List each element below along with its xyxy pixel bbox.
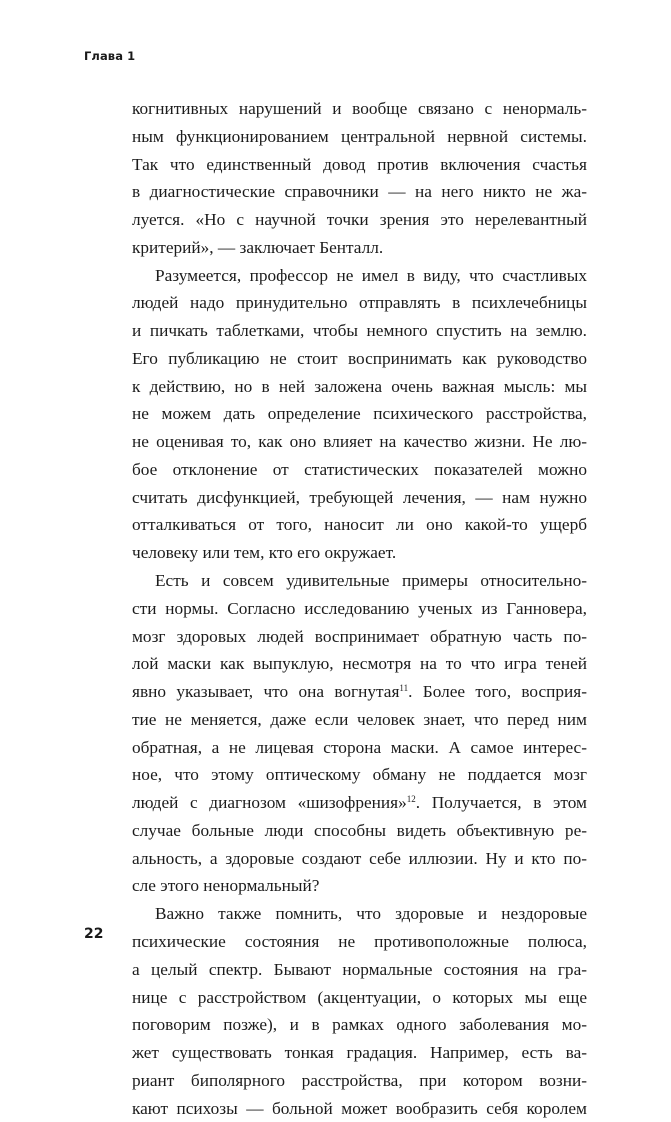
text-line: жет существовать тонкая градация. Например, есть ва- — [132, 1043, 587, 1063]
text-line: лой маски как выпуклую, несмотря на то что игра теней — [132, 654, 587, 674]
line-text: явно указывает, что она вогнутая — [132, 682, 400, 702]
text-line: ным функционированием центральной нервной системы. — [132, 126, 587, 146]
text-line: не оценивая то, как оно влияет на качество жизни. Не лю- — [132, 432, 587, 452]
text-line: Его публикацию не стоит воспринимать как руководство — [132, 348, 587, 368]
page-number: 22 — [84, 926, 104, 942]
text-line: кают психозы — больной может вообразить себя королем — [132, 1098, 587, 1118]
text-line: и пичкать таблетками, чтобы немного спустить на землю. — [132, 321, 587, 341]
text-line: мозг здоровых людей воспринимает обратную часть по- — [132, 626, 587, 646]
text-line: Важно также помнить, что здоровые и нездоровые — [155, 904, 587, 924]
text-line: критерий», — заключает Бенталл. — [132, 237, 384, 257]
text-line: психические состояния не противоположные полюса, — [132, 931, 587, 951]
text-line: случае больные люди способны видеть объективную ре- — [132, 820, 587, 840]
text-line: луется. «Но с научной точки зрения это нерелевантный — [132, 210, 587, 230]
text-line: тие не меняется, даже если человек знает, что перед ним — [132, 709, 587, 729]
text-line: людей надо принудительно отправлять в психлечебницы — [132, 293, 587, 313]
text-line: сле этого ненормальный? — [132, 876, 320, 896]
text-line: считать дисфункцией, требующей лечения, — нам нужно — [132, 487, 587, 507]
text-line: Разумеется, профессор не имел в виду, что счастливых — [155, 265, 587, 285]
text-line: нице с расстройством (акцентуации, о которых мы еще — [132, 987, 587, 1007]
line-text: . Получается, в этом — [415, 793, 587, 813]
text-line: альность, а здоровые создают себе иллюзии. Ну и кто по- — [132, 848, 587, 868]
text-line-with-footnote — [132, 789, 587, 817]
text-line-with-footnote — [132, 678, 587, 706]
text-line: сти нормы. Согласно исследованию ученых из Ганновера, — [132, 598, 587, 618]
text-line: ное, что этому оптическому обману не поддается мозг — [132, 765, 587, 785]
body-text — [132, 95, 587, 1122]
text-line: риант биполярного расстройства, при котором возни- — [132, 1070, 587, 1090]
text-line: поговорим позже), и в рамках одного заболевания мо- — [132, 1015, 587, 1035]
text-line: Так что единственный довод против включения счастья — [132, 154, 587, 174]
line-text: людей с диагнозом «шизофрения» — [132, 793, 407, 813]
text-line: бое отклонение от статистических показателей можно — [132, 459, 587, 479]
footnote-ref-12: 12 — [406, 794, 416, 805]
chapter-header: Глава 1 — [84, 49, 136, 63]
text-line: к действию, но в ней заложена очень важная мысль: мы — [132, 376, 587, 396]
text-line: отталкиваться от того, наносит ли оно какой-то ущерб — [132, 515, 587, 535]
text-line: а целый спектр. Бывают нормальные состояния на гра- — [132, 959, 587, 979]
text-line: в диагностические справочники — на него никто не жа- — [132, 182, 587, 202]
text-line: человеку или тем, кто его окружает. — [132, 543, 397, 563]
line-text: . Более того, восприя- — [408, 682, 587, 702]
text-line: не можем дать определение психического расстройства, — [132, 404, 587, 424]
text-line: когнитивных нарушений и вообще связано с ненормаль- — [132, 99, 587, 118]
footnote-ref-11: 11 — [399, 683, 409, 694]
text-line: обратная, а не лицевая сторона маски. А самое интерес- — [132, 737, 587, 757]
text-line: Есть и совсем удивительные примеры относительно- — [155, 571, 587, 591]
